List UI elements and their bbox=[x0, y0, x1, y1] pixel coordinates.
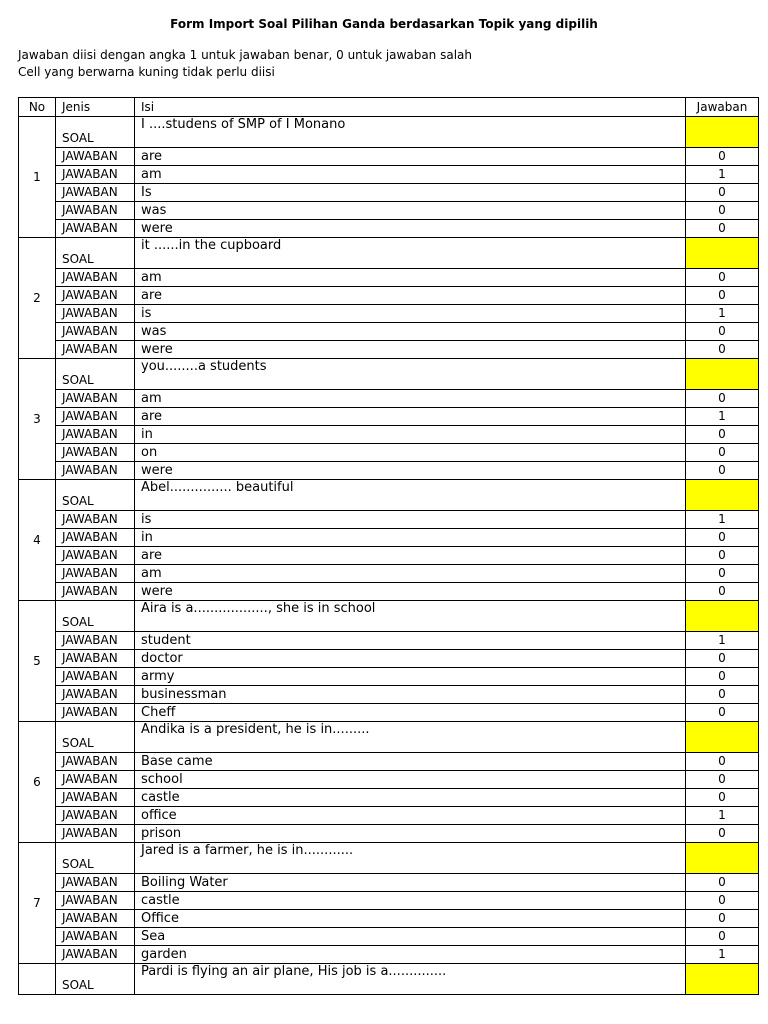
answer-row bbox=[19, 408, 759, 426]
answer-row bbox=[19, 220, 759, 238]
instruction-note: Cell yang berwarna kuning tidak perlu diisi bbox=[18, 65, 275, 79]
answer-cell-highlighted[interactable] bbox=[686, 601, 759, 632]
answer-value-cell[interactable]: 0 bbox=[686, 287, 759, 305]
question-number-cell[interactable]: 7 bbox=[19, 843, 56, 964]
answer-cell-highlighted[interactable] bbox=[686, 964, 759, 995]
type-cell-jawaban[interactable]: JAWABAN bbox=[56, 583, 135, 601]
type-cell-soal[interactable]: SOAL bbox=[56, 238, 135, 269]
answer-option-cell[interactable]: were bbox=[135, 341, 686, 359]
answer-option-cell[interactable]: were bbox=[135, 462, 686, 480]
answer-value-cell[interactable]: 1 bbox=[686, 946, 759, 964]
type-cell-jawaban[interactable]: JAWABAN bbox=[56, 426, 135, 444]
answer-value-cell[interactable]: 0 bbox=[686, 323, 759, 341]
type-cell-jawaban[interactable]: JAWABAN bbox=[56, 892, 135, 910]
answer-option-cell[interactable]: am bbox=[135, 269, 686, 287]
type-cell-jawaban[interactable]: JAWABAN bbox=[56, 341, 135, 359]
answer-cell-highlighted[interactable] bbox=[686, 359, 759, 390]
type-cell-jawaban[interactable]: JAWABAN bbox=[56, 874, 135, 892]
question-number-cell[interactable]: 3 bbox=[19, 359, 56, 480]
answer-value-cell[interactable]: 0 bbox=[686, 771, 759, 789]
type-cell-jawaban[interactable]: JAWABAN bbox=[56, 287, 135, 305]
answer-row bbox=[19, 632, 759, 650]
type-cell-jawaban[interactable]: JAWABAN bbox=[56, 632, 135, 650]
answer-option-cell[interactable]: are bbox=[135, 547, 686, 565]
answer-option-cell[interactable]: were bbox=[135, 583, 686, 601]
question-row bbox=[19, 238, 759, 269]
question-number-cell[interactable]: 4 bbox=[19, 480, 56, 601]
answer-row bbox=[19, 753, 759, 771]
answer-row bbox=[19, 946, 759, 964]
type-cell-jawaban[interactable]: JAWABAN bbox=[56, 220, 135, 238]
answer-option-cell[interactable]: army bbox=[135, 668, 686, 686]
answer-option-cell[interactable]: prison bbox=[135, 825, 686, 843]
answer-option-cell[interactable]: were bbox=[135, 220, 686, 238]
answer-option-cell[interactable]: in bbox=[135, 426, 686, 444]
answer-value-cell[interactable]: 0 bbox=[686, 704, 759, 722]
answer-row bbox=[19, 910, 759, 928]
question-text-cell[interactable]: Abel............... beautiful bbox=[135, 480, 686, 511]
answer-option-cell[interactable]: businessman bbox=[135, 686, 686, 704]
answer-row bbox=[19, 511, 759, 529]
answer-value-cell[interactable]: 0 bbox=[686, 426, 759, 444]
answer-option-cell[interactable]: am bbox=[135, 565, 686, 583]
type-cell-soal[interactable]: SOAL bbox=[56, 117, 135, 148]
answer-value-cell[interactable]: 0 bbox=[686, 390, 759, 408]
answer-value-cell[interactable]: 1 bbox=[686, 632, 759, 650]
answer-option-cell[interactable]: Is bbox=[135, 184, 686, 202]
answer-value-cell[interactable]: 1 bbox=[686, 166, 759, 184]
answer-option-cell[interactable]: are bbox=[135, 287, 686, 305]
question-number-cell[interactable]: 5 bbox=[19, 601, 56, 722]
question-row bbox=[19, 843, 759, 874]
type-cell-jawaban[interactable]: JAWABAN bbox=[56, 565, 135, 583]
question-text-cell[interactable]: it ......in the cupboard bbox=[135, 238, 686, 269]
type-cell-soal[interactable]: SOAL bbox=[56, 964, 135, 995]
type-cell-jawaban[interactable]: JAWABAN bbox=[56, 650, 135, 668]
type-cell-jawaban[interactable]: JAWABAN bbox=[56, 771, 135, 789]
answer-option-cell[interactable]: was bbox=[135, 202, 686, 220]
instruction-note: Jawaban diisi dengan angka 1 untuk jawaban benar, 0 untuk jawaban salah bbox=[18, 48, 472, 62]
question-row bbox=[19, 480, 759, 511]
answer-row bbox=[19, 547, 759, 565]
question-row bbox=[19, 359, 759, 390]
answer-option-cell[interactable]: doctor bbox=[135, 650, 686, 668]
type-cell-jawaban[interactable]: JAWABAN bbox=[56, 704, 135, 722]
answer-row bbox=[19, 426, 759, 444]
answer-value-cell[interactable]: 1 bbox=[686, 807, 759, 825]
answer-row bbox=[19, 305, 759, 323]
answer-value-cell[interactable]: 0 bbox=[686, 269, 759, 287]
answer-row bbox=[19, 269, 759, 287]
answer-cell-highlighted[interactable] bbox=[686, 117, 759, 148]
answer-row bbox=[19, 529, 759, 547]
type-cell-jawaban[interactable]: JAWABAN bbox=[56, 668, 135, 686]
question-text-cell[interactable]: Pardi is flying an air plane, His job is a.............. bbox=[135, 964, 686, 995]
type-cell-soal[interactable]: SOAL bbox=[56, 359, 135, 390]
answer-value-cell[interactable]: 1 bbox=[686, 408, 759, 426]
answer-row bbox=[19, 184, 759, 202]
type-cell-soal[interactable]: SOAL bbox=[56, 722, 135, 753]
type-cell-jawaban[interactable]: JAWABAN bbox=[56, 686, 135, 704]
type-cell-jawaban[interactable]: JAWABAN bbox=[56, 184, 135, 202]
answer-row bbox=[19, 892, 759, 910]
answer-option-cell[interactable]: in bbox=[135, 529, 686, 547]
type-cell-jawaban[interactable]: JAWABAN bbox=[56, 166, 135, 184]
answer-option-cell[interactable]: office bbox=[135, 807, 686, 825]
question-row bbox=[19, 601, 759, 632]
answer-value-cell[interactable]: 0 bbox=[686, 668, 759, 686]
type-cell-jawaban[interactable]: JAWABAN bbox=[56, 807, 135, 825]
answer-row bbox=[19, 287, 759, 305]
answer-option-cell[interactable]: are bbox=[135, 148, 686, 166]
answer-row bbox=[19, 771, 759, 789]
answer-value-cell[interactable]: 0 bbox=[686, 753, 759, 771]
type-cell-jawaban[interactable]: JAWABAN bbox=[56, 511, 135, 529]
answer-option-cell[interactable]: is bbox=[135, 305, 686, 323]
answer-row bbox=[19, 874, 759, 892]
type-cell-jawaban[interactable]: JAWABAN bbox=[56, 202, 135, 220]
column-header-jawaban: Jawaban bbox=[686, 98, 759, 117]
answer-row bbox=[19, 565, 759, 583]
answer-row bbox=[19, 650, 759, 668]
answer-row bbox=[19, 928, 759, 946]
answer-value-cell[interactable]: 0 bbox=[686, 910, 759, 928]
answer-value-cell[interactable]: 0 bbox=[686, 220, 759, 238]
answer-option-cell[interactable]: castle bbox=[135, 892, 686, 910]
type-cell-jawaban[interactable]: JAWABAN bbox=[56, 269, 135, 287]
answer-value-cell[interactable]: 0 bbox=[686, 928, 759, 946]
answer-option-cell[interactable]: Cheff bbox=[135, 704, 686, 722]
page-title: Form Import Soal Pilihan Ganda berdasarkan Topik yang dipilih bbox=[170, 17, 598, 31]
type-cell-jawaban[interactable]: JAWABAN bbox=[56, 789, 135, 807]
type-cell-soal[interactable]: SOAL bbox=[56, 480, 135, 511]
table-header-row bbox=[19, 98, 759, 117]
answer-option-cell[interactable]: are bbox=[135, 408, 686, 426]
answer-value-cell[interactable]: 1 bbox=[686, 511, 759, 529]
question-text-cell[interactable]: I ....studens of SMP of I Monano bbox=[135, 117, 686, 148]
question-row bbox=[19, 117, 759, 148]
answer-option-cell[interactable]: Office bbox=[135, 910, 686, 928]
answer-row bbox=[19, 444, 759, 462]
column-header-jenis: Jenis bbox=[56, 98, 135, 117]
type-cell-jawaban[interactable]: JAWABAN bbox=[56, 148, 135, 166]
answer-option-cell[interactable]: am bbox=[135, 390, 686, 408]
answer-cell-highlighted[interactable] bbox=[686, 480, 759, 511]
question-table-container bbox=[18, 97, 750, 995]
answer-row bbox=[19, 390, 759, 408]
answer-value-cell[interactable]: 0 bbox=[686, 892, 759, 910]
answer-row bbox=[19, 686, 759, 704]
answer-row bbox=[19, 148, 759, 166]
answer-row bbox=[19, 704, 759, 722]
answer-row bbox=[19, 583, 759, 601]
answer-value-cell[interactable]: 0 bbox=[686, 184, 759, 202]
type-cell-jawaban[interactable]: JAWABAN bbox=[56, 946, 135, 964]
answer-row bbox=[19, 323, 759, 341]
question-number-cell[interactable] bbox=[19, 964, 56, 995]
answer-cell-highlighted[interactable] bbox=[686, 238, 759, 269]
type-cell-jawaban[interactable]: JAWABAN bbox=[56, 408, 135, 426]
answer-option-cell[interactable]: was bbox=[135, 323, 686, 341]
type-cell-jawaban[interactable]: JAWABAN bbox=[56, 529, 135, 547]
answer-option-cell[interactable]: Base came bbox=[135, 753, 686, 771]
column-header-no: No bbox=[19, 98, 56, 117]
answer-value-cell[interactable]: 0 bbox=[686, 650, 759, 668]
question-text-cell[interactable]: Andika is a president, he is in......... bbox=[135, 722, 686, 753]
answer-option-cell[interactable]: am bbox=[135, 166, 686, 184]
type-cell-jawaban[interactable]: JAWABAN bbox=[56, 390, 135, 408]
answer-value-cell[interactable]: 0 bbox=[686, 202, 759, 220]
answer-value-cell[interactable]: 0 bbox=[686, 583, 759, 601]
answer-value-cell[interactable]: 0 bbox=[686, 148, 759, 166]
answer-value-cell[interactable]: 0 bbox=[686, 529, 759, 547]
type-cell-jawaban[interactable]: JAWABAN bbox=[56, 323, 135, 341]
type-cell-jawaban[interactable]: JAWABAN bbox=[56, 753, 135, 771]
answer-option-cell[interactable]: Boiling Water bbox=[135, 874, 686, 892]
type-cell-soal[interactable]: SOAL bbox=[56, 843, 135, 874]
type-cell-jawaban[interactable]: JAWABAN bbox=[56, 910, 135, 928]
answer-option-cell[interactable]: school bbox=[135, 771, 686, 789]
answer-row bbox=[19, 341, 759, 359]
answer-row bbox=[19, 825, 759, 843]
question-table bbox=[18, 97, 759, 995]
answer-value-cell[interactable]: 0 bbox=[686, 341, 759, 359]
question-text-cell[interactable]: Jared is a farmer, he is in............ bbox=[135, 843, 686, 874]
type-cell-soal[interactable]: SOAL bbox=[56, 601, 135, 632]
answer-row bbox=[19, 668, 759, 686]
column-header-isi: Isi bbox=[135, 98, 686, 117]
type-cell-jawaban[interactable]: JAWABAN bbox=[56, 305, 135, 323]
answer-value-cell[interactable]: 0 bbox=[686, 874, 759, 892]
question-number-cell[interactable]: 1 bbox=[19, 117, 56, 238]
answer-value-cell[interactable]: 0 bbox=[686, 686, 759, 704]
type-cell-jawaban[interactable]: JAWABAN bbox=[56, 547, 135, 565]
answer-value-cell[interactable]: 0 bbox=[686, 547, 759, 565]
answer-cell-highlighted[interactable] bbox=[686, 843, 759, 874]
answer-value-cell[interactable]: 0 bbox=[686, 565, 759, 583]
question-number-cell[interactable]: 6 bbox=[19, 722, 56, 843]
type-cell-jawaban[interactable]: JAWABAN bbox=[56, 462, 135, 480]
answer-option-cell[interactable]: garden bbox=[135, 946, 686, 964]
type-cell-jawaban[interactable]: JAWABAN bbox=[56, 928, 135, 946]
question-text-cell[interactable]: Aira is a.................., she is in school bbox=[135, 601, 686, 632]
question-text-cell[interactable]: you........a students bbox=[135, 359, 686, 390]
answer-cell-highlighted[interactable] bbox=[686, 722, 759, 753]
question-row bbox=[19, 722, 759, 753]
answer-option-cell[interactable]: Sea bbox=[135, 928, 686, 946]
answer-value-cell[interactable]: 0 bbox=[686, 825, 759, 843]
answer-row bbox=[19, 789, 759, 807]
answer-value-cell[interactable]: 0 bbox=[686, 789, 759, 807]
answer-option-cell[interactable]: student bbox=[135, 632, 686, 650]
answer-row bbox=[19, 462, 759, 480]
answer-row bbox=[19, 807, 759, 825]
question-row bbox=[19, 964, 759, 995]
answer-value-cell[interactable]: 0 bbox=[686, 444, 759, 462]
answer-value-cell[interactable]: 0 bbox=[686, 462, 759, 480]
answer-value-cell[interactable]: 1 bbox=[686, 305, 759, 323]
answer-option-cell[interactable]: is bbox=[135, 511, 686, 529]
question-number-cell[interactable]: 2 bbox=[19, 238, 56, 359]
answer-row bbox=[19, 202, 759, 220]
answer-row bbox=[19, 166, 759, 184]
answer-option-cell[interactable]: on bbox=[135, 444, 686, 462]
type-cell-jawaban[interactable]: JAWABAN bbox=[56, 825, 135, 843]
type-cell-jawaban[interactable]: JAWABAN bbox=[56, 444, 135, 462]
answer-option-cell[interactable]: castle bbox=[135, 789, 686, 807]
